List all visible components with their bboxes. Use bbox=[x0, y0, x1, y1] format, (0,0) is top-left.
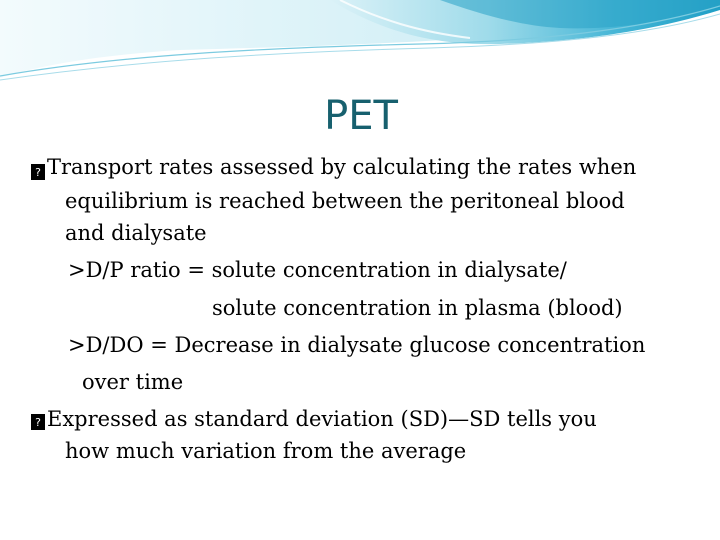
bullet-1-line-1: Transport rates assessed by calculating the rates when bbox=[47, 155, 637, 179]
missing-glyph-icon bbox=[30, 163, 46, 181]
missing-glyph-icon bbox=[30, 413, 46, 431]
sub-line-d-do: >D/DO = Decrease in dialysate glucose concentration bbox=[68, 333, 646, 357]
svg-text:?: ? bbox=[35, 166, 41, 179]
sub-line-dp-ratio: >D/P ratio = solute concentration in dialysate/ bbox=[68, 258, 567, 282]
bullet-2-line-1: Expressed as standard deviation (SD)—SD tells you bbox=[47, 407, 597, 431]
svg-text:?: ? bbox=[35, 416, 41, 429]
bullet-2-line-2: how much variation from the average bbox=[65, 439, 467, 463]
sub-line-d-do-cont: over time bbox=[82, 370, 184, 394]
sub-line-dp-ratio-cont: solute concentration in plasma (blood) bbox=[212, 296, 623, 320]
slide-title: PET bbox=[324, 93, 398, 139]
header-wave-decoration bbox=[0, 0, 720, 90]
bullet-1-line-3: and dialysate bbox=[65, 221, 207, 245]
bullet-1-line-2: equilibrium is reached between the peritoneal blood bbox=[65, 189, 625, 213]
